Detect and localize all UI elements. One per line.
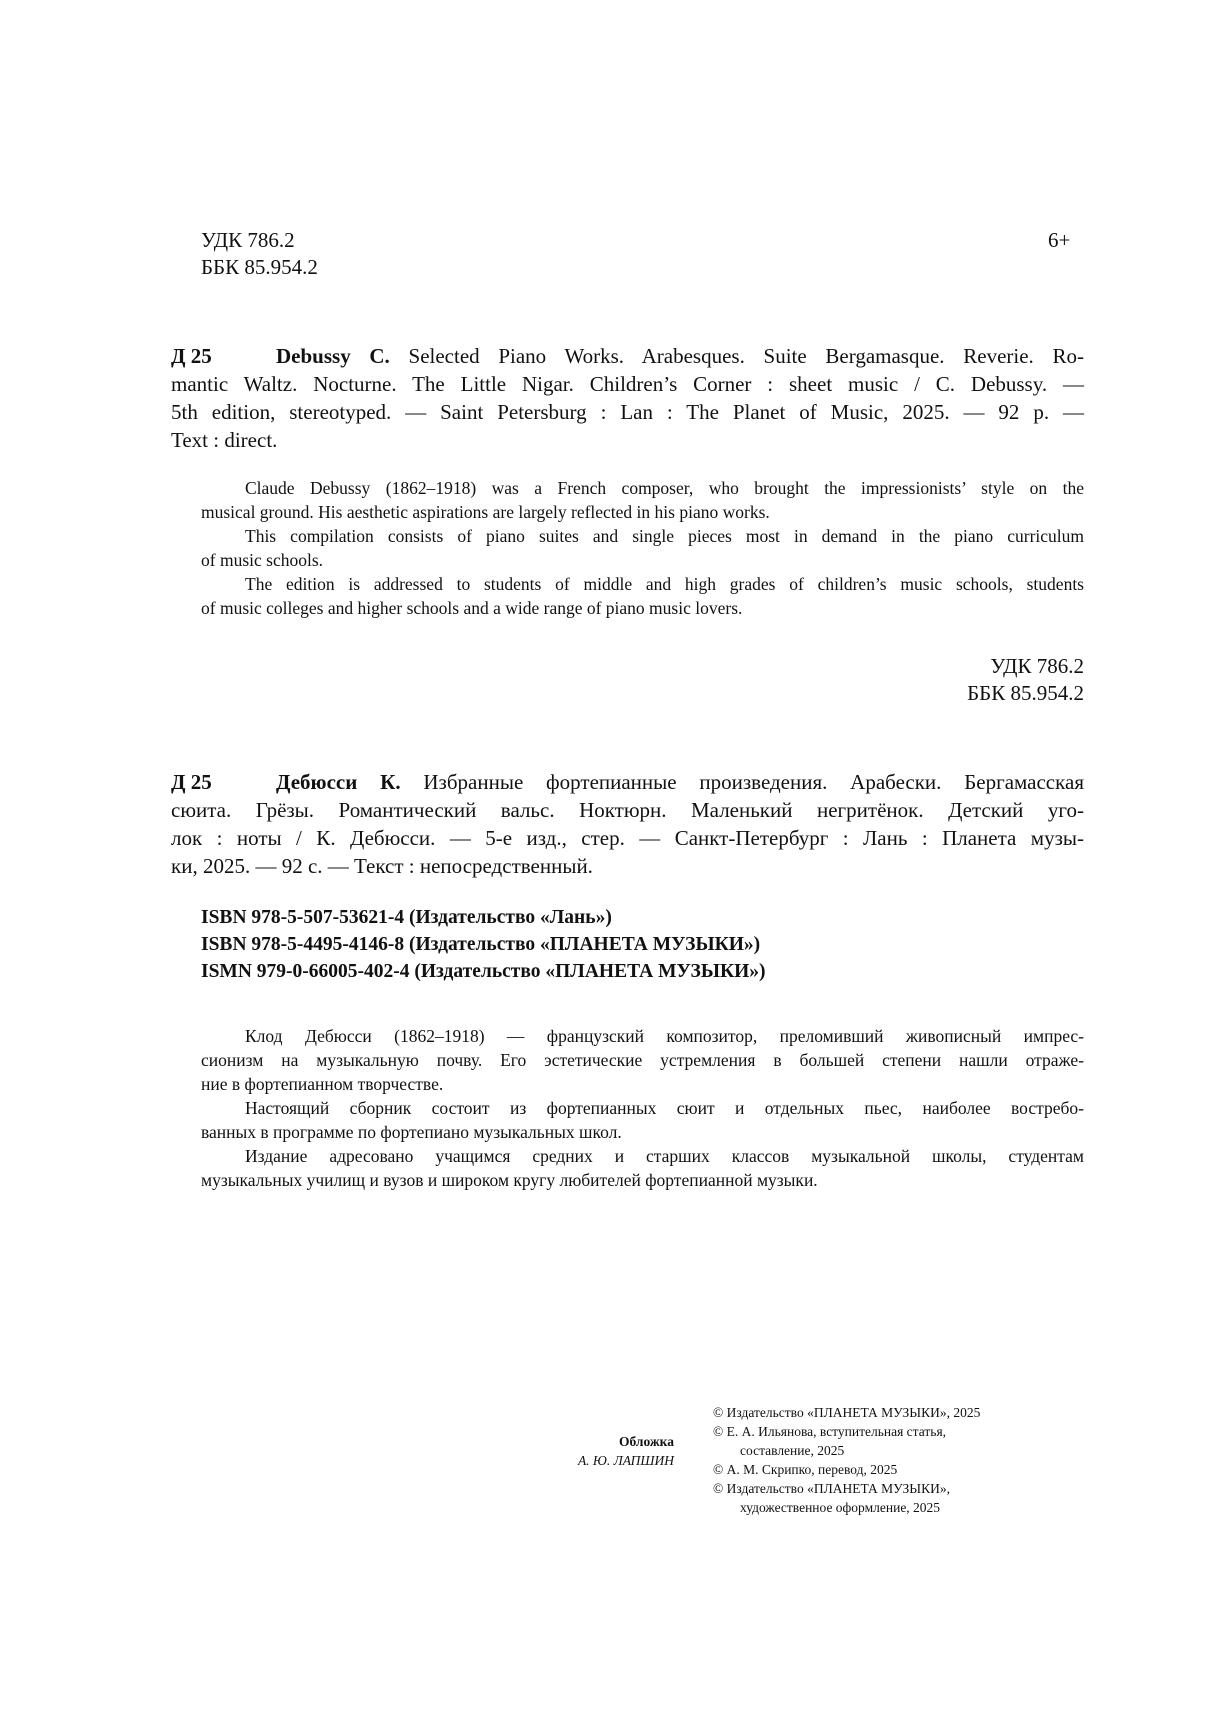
entry-author: Дебюсси К. xyxy=(276,770,401,794)
annotation-line: музыкальных училищ и вузов и широком кругу любителей фортепианной музыки. xyxy=(201,1170,818,1190)
english-annotation xyxy=(201,476,1084,620)
age-rating: 6+ xyxy=(1048,228,1071,252)
annotation-line: The edition is addressed to students of middle and high grades of children’s music schools, students xyxy=(245,574,1084,594)
bbk-code-right: ББК 85.954.2 xyxy=(967,681,1084,705)
annotation-line: Claude Debussy (1862–1918) was a French composer, who brought the impressionists’ style on the xyxy=(245,478,1084,498)
copyright-line: © А. М. Скрипко, перевод, 2025 xyxy=(713,1462,898,1477)
copyright-line: © Издательство «ПЛАНЕТА МУЗЫКИ», xyxy=(713,1481,950,1496)
annotation-line: Клод Дебюсси (1862–1918) — французский композитор, преломивший живописный импрес- xyxy=(245,1026,1084,1046)
annotation-line: of music schools. xyxy=(201,550,324,570)
annotation-line: ванных в программе по фортепиано музыкальных школ. xyxy=(201,1122,622,1142)
entry-line: mantic Waltz. Nocturne. The Little Nigar. Children’s Corner : sheet music / C. Debussy. — xyxy=(171,372,1084,396)
cover-label: Обложка xyxy=(618,1434,674,1449)
entry-line: лок : ноты / К. Дебюсси. — 5-е изд., стер. — Санкт-Петербург : Лань : Планета музы- xyxy=(171,826,1084,850)
annotation-line: сионизм на музыкальную почву. Его эстетические устремления в большей степени нашли отраже- xyxy=(201,1050,1084,1070)
bbk-code-top: ББК 85.954.2 xyxy=(201,255,318,279)
annotation-line: Издание адресовано учащимся средних и старших классов музыкальной школы, студентам xyxy=(245,1146,1084,1166)
udk-code-right: УДК 786.2 xyxy=(990,654,1084,678)
copyright-line: © Издательство «ПЛАНЕТА МУЗЫКИ», 2025 xyxy=(713,1405,981,1420)
entry-code: Д 25 xyxy=(171,344,212,368)
cover-credit xyxy=(520,1432,674,1470)
entry-line: сюита. Грёзы. Романтический вальс. Ноктюрн. Маленький негритёнок. Детский уго- xyxy=(171,798,1084,822)
annotation-line: This compilation consists of piano suites and single pieces most in demand in the piano curriculum xyxy=(245,526,1084,546)
copyright-block xyxy=(713,1403,1093,1517)
entry-line: Debussy C. Selected Piano Works. Arabesques. Suite Bergamasque. Reverie. Ro- xyxy=(276,344,1085,368)
copyright-line: художественное оформление, 2025 xyxy=(740,1500,941,1515)
udk-code-top: УДК 786.2 xyxy=(201,228,295,252)
russian-annotation xyxy=(201,1024,1084,1192)
entry-code: Д 25 xyxy=(171,770,212,794)
entry-line: Дебюсси К. Избранные фортепианные произведения. Арабески. Бергамасская xyxy=(276,770,1084,794)
copyright-line: © Е. А. Ильянова, вступительная статья, xyxy=(713,1424,947,1439)
russian-bibliographic-entry xyxy=(171,768,1084,880)
english-bibliographic-entry xyxy=(171,342,1084,454)
entry-author: Debussy C. xyxy=(276,344,390,368)
isbn-line-lan: ISBN 978-5-507-53621-4 (Издательство «Лань») xyxy=(201,907,612,928)
annotation-line: ние в фортепианном творчестве. xyxy=(201,1074,444,1094)
ismn-line: ISMN 979-0-66005-402-4 (Издательство «ПЛАНЕТА МУЗЫКИ») xyxy=(201,961,766,982)
annotation-line: musical ground. His aesthetic aspirations are largely reflected in his piano works. xyxy=(201,502,770,522)
annotation-line: of music colleges and higher schools and a wide range of piano music lovers. xyxy=(201,598,743,618)
entry-line: 5th edition, stereotyped. — Saint Petersburg : Lan : The Planet of Music, 2025. — 92 p. — xyxy=(171,400,1084,424)
isbn-line-planeta: ISBN 978-5-4495-4146-8 (Издательство «ПЛАНЕТА МУЗЫКИ») xyxy=(201,934,761,955)
annotation-line: Настоящий сборник состоит из фортепианных сюит и отдельных пьес, наиболее востребо- xyxy=(245,1098,1084,1118)
cover-designer: А. Ю. ЛАПШИН xyxy=(577,1453,674,1468)
entry-line: ки, 2025. — 92 с. — Текст : непосредственный. xyxy=(171,854,593,878)
copyright-line: составление, 2025 xyxy=(740,1443,845,1458)
entry-line: Text : direct. xyxy=(171,428,278,452)
